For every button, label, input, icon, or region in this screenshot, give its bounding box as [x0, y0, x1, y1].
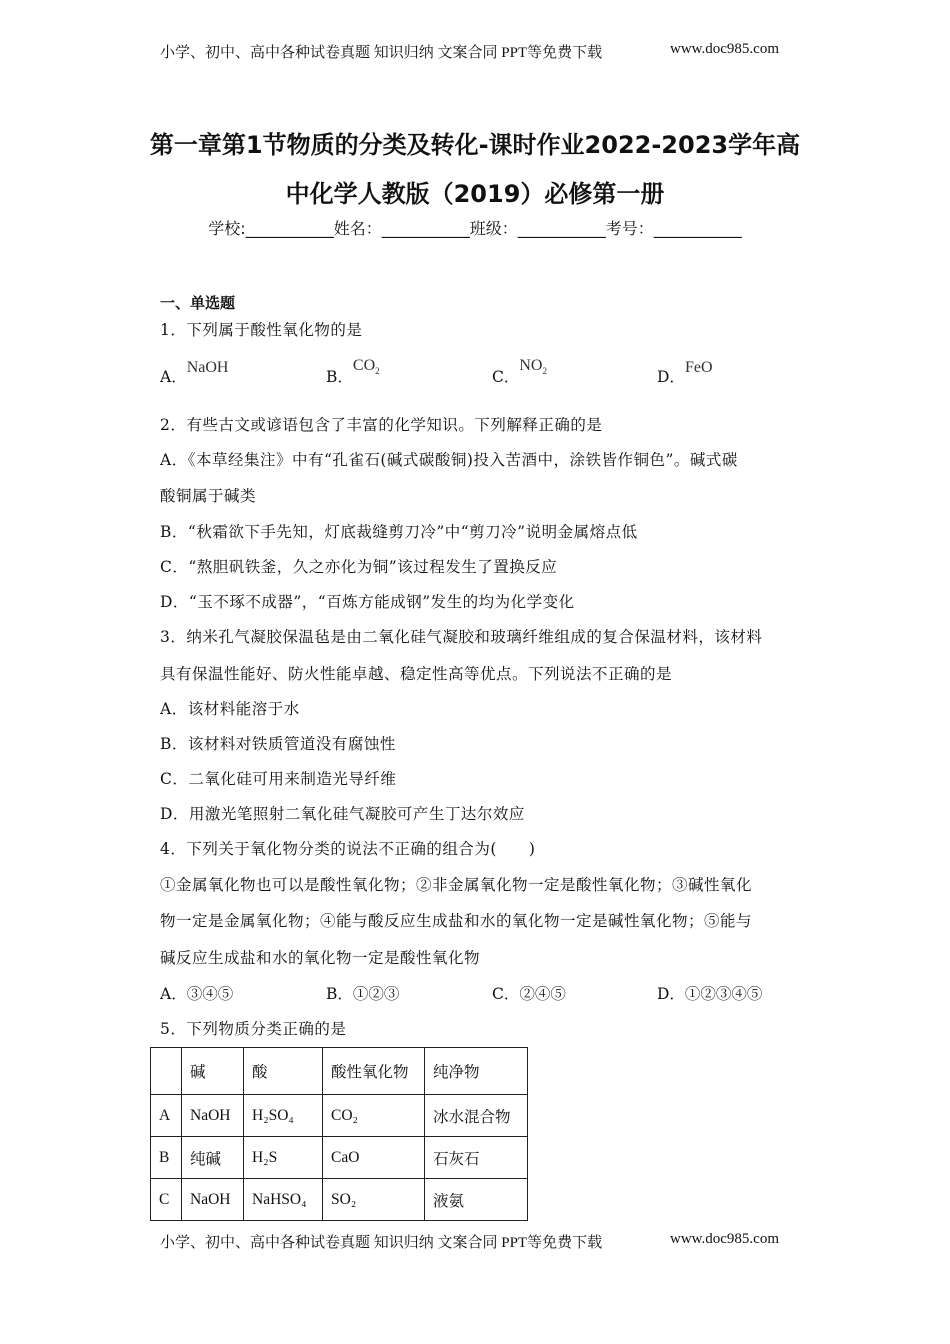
q2-line: 酸铜属于碱类	[160, 487, 257, 505]
q1-stem: 1．下列属于酸性氧化物的是	[160, 321, 363, 339]
table-header-row	[151, 1048, 528, 1095]
table-cell: C	[151, 1179, 182, 1221]
q2-line: A．《本草经集注》中有“孔雀石(碱式碳酸铜)投入苦酒中，涂铁皆作铜色”。碱式碳	[160, 451, 738, 469]
section-heading: 一、单选题	[160, 294, 236, 312]
table-cell: NaOH	[182, 1095, 244, 1137]
student-info-line: 学校:___________姓名：___________班级：___________考号：___________	[208, 219, 742, 238]
table-cell: 酸性氧化物	[323, 1048, 425, 1095]
q1-option-a: A．NaOH	[160, 359, 229, 386]
table-cell: NaHSO₄	[244, 1179, 323, 1221]
table-cell: 石灰石	[425, 1137, 528, 1179]
title-line2: 中化学人教版（2019）必修第一册	[285, 180, 665, 208]
header-right[interactable]: www.doc985.com	[670, 41, 780, 57]
table-cell: 纯碱	[182, 1137, 244, 1179]
q4-option-d: D．①②③④⑤	[657, 985, 763, 1003]
table-cell: CO₂	[323, 1095, 425, 1137]
table-cell: H₂SO₄	[244, 1095, 323, 1137]
q2-line: D．“玉不琢不成器”，“百炼方能成钢”发生的均为化学变化	[160, 593, 575, 611]
table-cell: 冰水混合物	[425, 1095, 528, 1137]
table-cell: B	[151, 1137, 182, 1179]
table-cell	[151, 1048, 182, 1095]
q4-option-b: B．①②③	[326, 985, 400, 1003]
q2-line: C．“熬胆矾铁釜，久之亦化为铜”该过程发生了置换反应	[160, 558, 558, 576]
table-cell: 碱	[182, 1048, 244, 1095]
q3-line: 3．纳米孔气凝胶保温毡是由二氧化硅气凝胶和玻璃纤维组成的复合保温材料，该材料	[160, 628, 763, 646]
q4-line: 碱反应生成盐和水的氧化物一定是酸性氧化物	[160, 949, 481, 967]
table-row	[151, 1095, 528, 1137]
q3-line: D．用激光笔照射二氧化硅气凝胶可产生丁达尔效应	[160, 805, 525, 823]
q3-line: 具有保温性能好、防火性能卓越、稳定性高等优点。下列说法不正确的是	[160, 665, 673, 683]
q5-stem: 5．下列物质分类正确的是	[160, 1020, 347, 1038]
q5-classification-table	[150, 1047, 528, 1221]
q4-option-a: A．③④⑤	[160, 985, 234, 1003]
q1-option-c: C．$NO_2$	[492, 357, 547, 386]
q3-line: C．二氧化硅可用来制造光导纤维	[160, 770, 397, 788]
table-cell: 酸	[244, 1048, 323, 1095]
table-cell: 液氨	[425, 1179, 528, 1221]
q2-stem: 2．有些古文或谚语包含了丰富的化学知识。下列解释正确的是	[160, 416, 603, 434]
table-cell: NaOH	[182, 1179, 244, 1221]
footer-right[interactable]: www.doc985.com	[670, 1231, 780, 1247]
q4-line: 4．下列关于氧化物分类的说法不正确的组合为( )	[160, 840, 536, 858]
title-line1: 第一章第1节物质的分类及转化-课时作业2022-2023学年高	[149, 131, 801, 159]
q4-line: ①金属氧化物也可以是酸性氧化物；②非金属氧化物一定是酸性氧化物；③碱性氧化	[160, 876, 753, 894]
table-cell: SO₂	[323, 1179, 425, 1221]
q1-option-b: B．$CO_2$	[326, 357, 380, 386]
header-left: 小学、初中、高中各种试卷真题 知识归纳 文案合同 PPT等免费下载	[160, 45, 603, 61]
table-cell: A	[151, 1095, 182, 1137]
q3-line: A．该材料能溶于水	[160, 700, 300, 718]
table-row	[151, 1179, 528, 1221]
table-row	[151, 1137, 528, 1179]
q1-option-d: D．FeO	[657, 359, 713, 386]
q4-line: 物一定是金属氧化物；④能与酸反应生成盐和水的氧化物一定是碱性氧化物；⑤能与	[160, 912, 753, 930]
footer-left: 小学、初中、高中各种试卷真题 知识归纳 文案合同 PPT等免费下载	[160, 1235, 603, 1251]
q3-line: B．该材料对铁质管道没有腐蚀性	[160, 735, 396, 753]
q2-line: B．“秋霜欲下手先知，灯底裁缝剪刀冷”中“剪刀冷”说明金属熔点低	[160, 523, 638, 541]
table-cell: 纯净物	[425, 1048, 528, 1095]
table-cell: CaO	[323, 1137, 425, 1179]
table-cell: H₂S	[244, 1137, 323, 1179]
q4-option-c: C．②④⑤	[492, 985, 566, 1003]
